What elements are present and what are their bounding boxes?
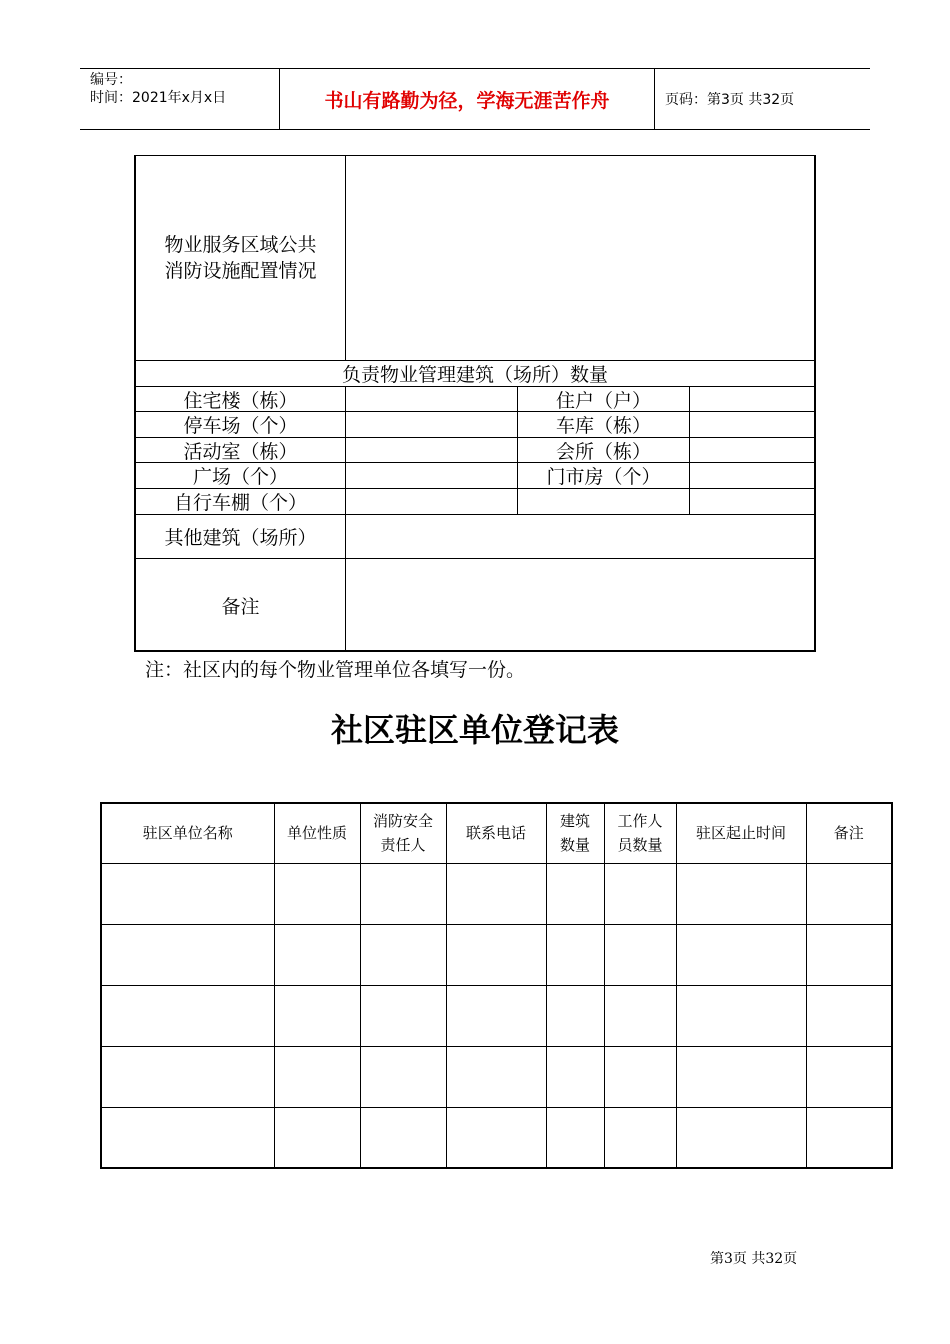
table-cell[interactable] — [101, 985, 274, 1046]
table-row — [101, 924, 892, 985]
column-header-line2: 数量 — [559, 836, 590, 855]
column-header — [604, 803, 676, 863]
table-cell[interactable] — [676, 1107, 806, 1168]
fire-facilities-row — [136, 156, 814, 361]
other-buildings-label: 其他建筑（场所） — [136, 515, 346, 558]
pair-row — [136, 412, 814, 438]
pair-left-label: 停车场（个） — [136, 412, 346, 437]
table-cell[interactable] — [806, 985, 892, 1046]
table-cell[interactable] — [274, 1046, 360, 1107]
form-note: 注：社区内的每个物业管理单位各填写一份。 — [145, 659, 526, 681]
table-cell[interactable] — [360, 924, 446, 985]
column-header — [676, 803, 806, 863]
column-header-line2: 员数量 — [617, 836, 663, 855]
pair-left-value[interactable] — [346, 489, 518, 514]
column-header-line1: 建筑 — [559, 812, 590, 831]
table-cell[interactable] — [604, 985, 676, 1046]
pair-right-value[interactable] — [690, 438, 814, 462]
remarks-row — [136, 559, 814, 651]
number-label: 编号： — [90, 72, 132, 88]
table-cell[interactable] — [360, 863, 446, 924]
table-cell[interactable] — [676, 1046, 806, 1107]
table-cell[interactable] — [101, 1046, 274, 1107]
column-header-line1: 备注 — [833, 824, 864, 843]
pair-right-value[interactable] — [690, 412, 814, 437]
property-management-form — [134, 155, 816, 652]
table-cell[interactable] — [274, 985, 360, 1046]
pair-row — [136, 489, 814, 515]
table-cell[interactable] — [274, 924, 360, 985]
pair-left-label: 自行车棚（个） — [136, 489, 346, 514]
table-cell[interactable] — [604, 1107, 676, 1168]
header-meta — [80, 69, 280, 129]
table-cell[interactable] — [546, 863, 604, 924]
table-cell[interactable] — [806, 1107, 892, 1168]
quantity-heading: 负责物业管理建筑（场所）数量 — [341, 364, 608, 386]
fire-facilities-value[interactable] — [346, 156, 814, 360]
table-cell[interactable] — [604, 1046, 676, 1107]
time-label: 时间：2021年x月x日 — [90, 90, 227, 106]
table-row — [101, 863, 892, 924]
table-cell[interactable] — [546, 1046, 604, 1107]
table-cell[interactable] — [446, 1046, 546, 1107]
remarks-label: 备注 — [136, 559, 346, 651]
table-cell[interactable] — [274, 1107, 360, 1168]
column-header-line1: 驻区单位名称 — [142, 824, 233, 843]
table-cell[interactable] — [546, 924, 604, 985]
pair-right-label — [518, 489, 690, 514]
other-buildings-value[interactable] — [346, 515, 814, 558]
header-page-label: 页码：第3页 共32页 — [665, 92, 795, 108]
pair-left-value[interactable] — [346, 412, 518, 437]
column-header-line1: 消防安全 — [372, 812, 433, 831]
table-body — [101, 863, 892, 1168]
fire-facilities-label-line1: 物业服务区域公共 — [164, 234, 317, 256]
table-header-row — [101, 803, 892, 863]
table-cell[interactable] — [360, 985, 446, 1046]
table-cell[interactable] — [806, 924, 892, 985]
pair-left-value[interactable] — [346, 387, 518, 411]
pair-right-value[interactable] — [690, 463, 814, 488]
table-cell[interactable] — [604, 924, 676, 985]
pair-left-value[interactable] — [346, 438, 518, 462]
table-cell[interactable] — [806, 1046, 892, 1107]
page-header — [80, 68, 870, 130]
pair-right-label: 会所（栋） — [518, 438, 690, 462]
table-cell[interactable] — [360, 1107, 446, 1168]
pair-row — [136, 387, 814, 412]
table-cell[interactable] — [101, 1107, 274, 1168]
table-cell[interactable] — [676, 924, 806, 985]
column-header-line1: 驻区起止时间 — [695, 824, 786, 843]
pair-right-label: 住户（户） — [518, 387, 690, 411]
page-footer: 第3页 共32页 — [710, 1251, 798, 1267]
table-cell[interactable] — [446, 1107, 546, 1168]
quantity-heading-row — [136, 361, 814, 387]
remarks-value[interactable] — [346, 559, 814, 651]
table-cell[interactable] — [101, 924, 274, 985]
registration-table — [100, 802, 893, 1169]
table-cell[interactable] — [274, 863, 360, 924]
pair-left-value[interactable] — [346, 463, 518, 488]
table-cell[interactable] — [446, 863, 546, 924]
table-cell[interactable] — [360, 1046, 446, 1107]
column-header — [546, 803, 604, 863]
pair-row — [136, 438, 814, 463]
table-cell[interactable] — [806, 863, 892, 924]
column-header — [101, 803, 274, 863]
column-header-line2: 责任人 — [380, 836, 426, 855]
table-cell[interactable] — [676, 985, 806, 1046]
table-cell[interactable] — [446, 985, 546, 1046]
column-header-line1: 单位性质 — [286, 824, 347, 843]
pair-left-label: 广场（个） — [136, 463, 346, 488]
column-header-line1: 工作人 — [617, 812, 663, 831]
header-slogan: 书山有路勤为径，学海无涯苦作舟 — [280, 69, 655, 129]
pair-row — [136, 463, 814, 489]
pair-left-label: 活动室（栋） — [136, 438, 346, 462]
table-cell[interactable] — [446, 924, 546, 985]
fire-facilities-label-line2: 消防设施配置情况 — [164, 260, 317, 282]
column-header — [446, 803, 546, 863]
table-row — [101, 1046, 892, 1107]
column-header — [806, 803, 892, 863]
fire-facilities-label — [136, 156, 346, 360]
pair-right-label: 车库（栋） — [518, 412, 690, 437]
pair-left-label: 住宅楼（栋） — [136, 387, 346, 411]
table-cell[interactable] — [546, 1107, 604, 1168]
pair-right-label: 门市房（个） — [518, 463, 690, 488]
registration-table-title: 社区驻区单位登记表 — [330, 711, 619, 749]
table-cell[interactable] — [676, 863, 806, 924]
table-row — [101, 1107, 892, 1168]
column-header — [274, 803, 360, 863]
table-cell[interactable] — [101, 863, 274, 924]
pair-right-value[interactable] — [690, 489, 814, 514]
pair-right-value[interactable] — [690, 387, 814, 411]
column-header — [360, 803, 446, 863]
other-buildings-row — [136, 515, 814, 559]
table-cell[interactable] — [546, 985, 604, 1046]
table-row — [101, 985, 892, 1046]
column-header-line1: 联系电话 — [465, 824, 526, 843]
table-cell[interactable] — [604, 863, 676, 924]
